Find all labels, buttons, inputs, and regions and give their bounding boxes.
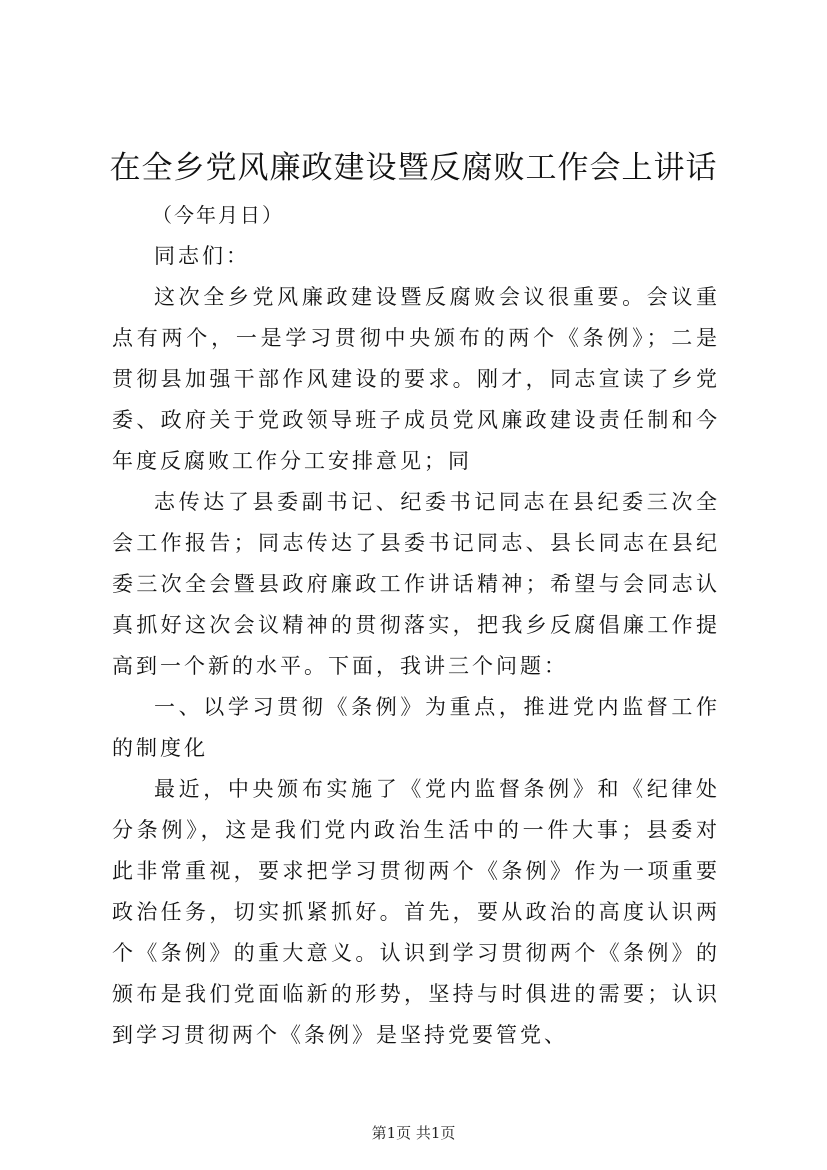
salutation-paragraph: 同志们： [154,244,250,268]
document-body [112,236,720,1056]
section-heading: 一、以学习贯彻《条例》为重点，推进党内监督工作的制度化 [112,695,720,760]
document-title: 在全乡党风廉政建设暨反腐败工作会上讲话 [109,150,718,186]
date-line: （今年月日） [152,203,284,227]
page-footer: 第1页 共1页 [371,1124,456,1142]
body-paragraph: 这次全乡党风廉政建设暨反腐败会议很重要。会议重点有两个，一是学习贯彻中央颁布的两个《条例》；二是贯彻县加强干部作风建设的要求。刚才，同志宣读了乡党委、政府关于党政领导班子成员党风廉政建设责任制和今年度反腐败工作分工安排意见；同 [112,285,720,473]
body-paragraph: 志传达了县委副书记、纪委书记同志在县纪委三次全会工作报告；同志传达了县委书记同志、县长同志在县纪委三次全会暨县政府廉政工作讲话精神；希望与会同志认真抓好这次会议精神的贯彻落实，把我乡反腐倡廉工作提高到一个新的水平。下面，我讲三个问题： [112,490,720,678]
body-paragraph: 最近，中央颁布实施了《党内监督条例》和《纪律处分条例》，这是我们党内政治生活中的一件大事；县委对此非常重视，要求把学习贯彻两个《条例》作为一项重要政治任务，切实抓紧抓好。首先，要从政治的高度认识两个《条例》的重大意义。认识到学习贯彻两个《条例》的颁布是我们党面临新的形势，坚持与时俱进的需要；认识到学习贯彻两个《条例》是坚持党要管党、 [112,777,720,1047]
